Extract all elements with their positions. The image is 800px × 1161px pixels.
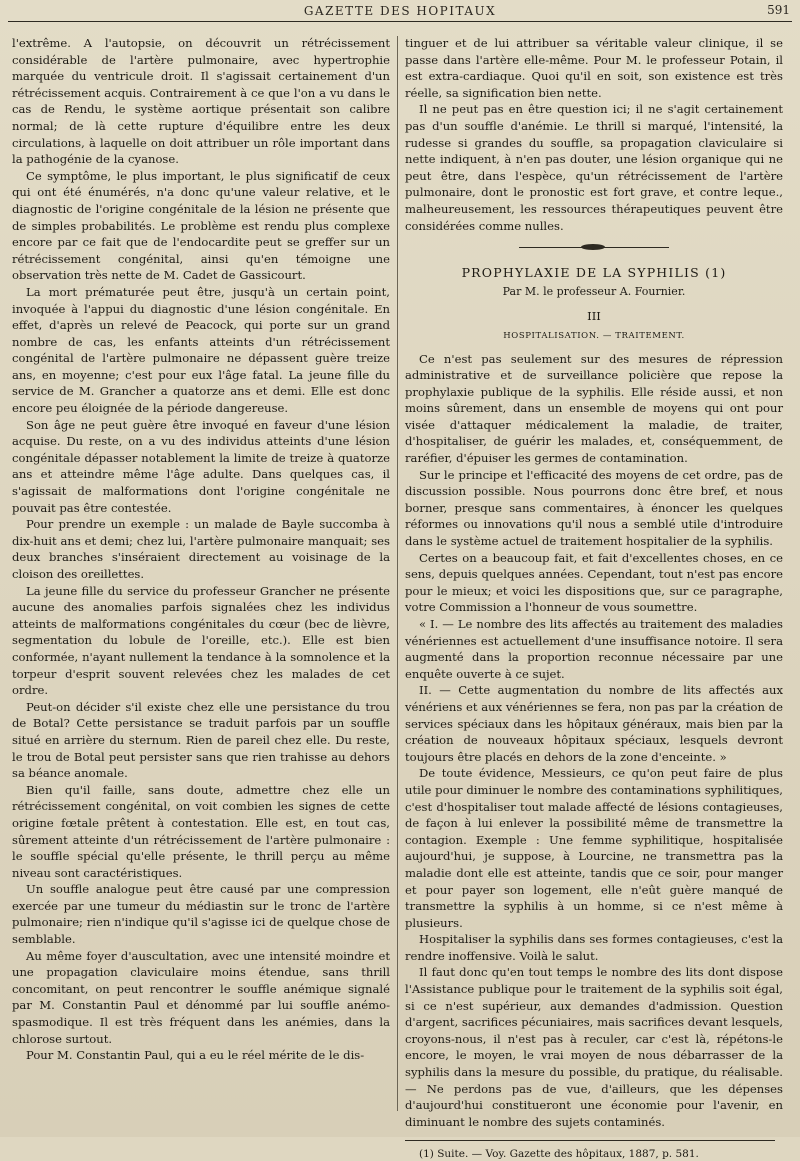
article-author: Par M. le professeur A. Fournier. [502, 284, 686, 298]
page-number: 591 [767, 3, 790, 17]
paragraph: Pour prendre un exemple : un malade de Bayle succomba à dix-huit ans et demi; chez lui, l'artère pulmonaire manquait; ses deux branches s'inséraient directement au voisinage de la cloison des oreillettes. [12, 517, 390, 581]
article-subheading: HOSPITALISATION. — TRAITEMENT. [503, 330, 685, 341]
paragraph: Ce n'est pas seulement sur des mesures de répression administrative et de surveillance policière que repose la prophylaxie publique de la syphilis. Elle réside aussi, et non moins sûrement, dans un ensemble de moyens qui ont pour visée d'attaquer médicalement la maladie, de traiter, d'hospitaliser, de guérir les malades, et, conséquemment, de raréfier, d'épuiser les germes de contamination. [405, 351, 783, 466]
paragraph: Sur le principe et l'efficacité des moyens de cet ordre, pas de discussion possible. Nous pourrons donc être bref, et nous borner, presque sans commentaires, à énoncer les quelques réformes ou innovations qu'il nous a semblé utile d'introduire dans le système actuel de traitement hospitalier de la syphilis. [405, 467, 783, 549]
right-column [405, 35, 783, 1161]
section-divider [519, 244, 669, 251]
paragraph: Ce symptôme, le plus important, le plus significatif de ceux qui ont été énumérés, n'a donc qu'une valeur relative, et le diagnostic de l'origine congénitale de la lésion ne présente que de simples probabilités. Le problème est rendu plus complexe encore par ce fait que de l'endocardite peut se greffer sur un rétrécissement congénital, ainsi qu'en témoigne une observation très nette de M. Cadet de Gassicourt. [12, 168, 390, 283]
paragraph: Son âge ne peut guère être invoqué en faveur d'une lésion acquise. Du reste, on a vu des individus atteints d'une lésion congénitale dépasser notablement la limite de treize à quatorze ans et atteindre même l'âge adulte. Dans quelques cas, il s'agissait de malformations dont l'origine congénitale ne pouvait pas être contestée. [12, 417, 390, 515]
footnote-rule [405, 1140, 775, 1141]
footnote: (1) Suite. — Voy. Gazette des hôpitaux, 1887, p. 581. [419, 1148, 699, 1161]
article-part-number: III [587, 309, 601, 324]
paragraph: Bien qu'il faille, sans doute, admettre chez elle un rétrécissement congénital, on voit combien les signes de cette origine fœtale prêtent à contestation. Elle est, en tout cas, sûrement atteinte d'un rétrécissement de l'artère pulmonaire : le souffle spécial qu'elle présente, le thrill perçu au même niveau sont caractéristiques. [12, 782, 390, 880]
paragraph: Certes on a beaucoup fait, et fait d'excellentes choses, en ce sens, depuis quelques années. Cependant, tout n'est pas encore pour le mieux; et voici les dispositions que, sur ce paragraphe, votre Commission a l'honneur de vous soumettre. [405, 550, 783, 615]
paragraph: « I. — Le nombre des lits affectés au traitement des maladies vénériennes est actuellement d'une insuffisance notoire. Il sera augmenté dans la proportion reconnue nécessaire par une enquête ouverte à ce sujet. [405, 617, 783, 681]
paragraph: Il ne peut pas en être question ici; il ne s'agit certainement pas d'un souffle d'anémie. Le thrill si marqué, l'intensité, la rudesse si grandes du souffle, sa propagation claviculaire si nette indiquent, à n'en pas douter, une lésion organique qui ne peut être, dans l'espèce, qu'un rétrécissement de l'artère pulmonaire, dont le pronostic est fort grave, et contre leque., malheureusement, les ressources thérapeutiques peuvent être considérées comme nulles. [405, 102, 783, 233]
header-rule [8, 21, 792, 22]
paragraph: l'extrême. A l'autopsie, on découvrit un rétrécissement considérable de l'artère pulmonaire, avec hypertrophie marquée du ventricule droit. Il s'agissait certainement d'un rétrécissement acquis. Contrairement à ce que l'on a vu dans le cas de Rendu, le système aortique présentait son calibre normal; de là cette rupture d'équilibre entre les deux circulations, à laquelle on doit attribuer un rôle important dans la pathogénie de la cyanose. [12, 36, 390, 167]
paragraph: II. — Cette augmentation du nombre de lits affectés aux vénériens et aux vénériennes se fera, non pas par la création de services spéciaux dans les hôpitaux généraux, mais bien par la création de nouveaux hôpitaux spéciaux, lesquels devront toujours être placés en dehors de la zone d'enceinte. » [405, 683, 783, 764]
paragraph: Au même foyer d'auscultation, avec une intensité moindre et une propagation claviculaire moins étendue, sans thrill concomitant, on peut rencontrer le souffle anémique signalé par M. Constantin Paul et dénommé par lui souffle anémo-spasmodique. Il est très fréquent dans les anémies, dans la chlorose surtout. [12, 948, 390, 1046]
paragraph: La mort prématurée peut être, jusqu'à un certain point, invoquée à l'appui du diagnostic d'une lésion congénitale. En effet, d'après un relevé de Peacock, qui porte sur un grand nombre de cas, les enfants atteints d'un rétrécissement congénital de l'artère pulmonaire ne dépassent guère treize ans, en moyenne; c'est pour eux l'âge fatal. La jeune fille du service de M. Grancher a quatorze ans et demi. Elle est donc encore peu éloignée de la période dangereuse. [12, 284, 390, 416]
article-title: PROPHYLAXIE DE LA SYPHILIS (1) [461, 265, 727, 281]
paragraph: Peut-on décider s'il existe chez elle une persistance du trou de Botal? Cette persistance se traduit parfois par un souffle situé en arrière du sternum. Rien de pareil chez elle. Du reste, le trou de Botal peut persister sans que rien trahisse au dehors sa béance anomale. [12, 699, 390, 781]
paragraph: De toute évidence, Messieurs, ce qu'on peut faire de plus utile pour diminuer le nombre des contaminations syphilitiques, c'est d'hospitaliser tout malade affecté de lésions contagieuses, de façon à lui enlever la possibilité même de transmettre la contagion. Exemple : Une femme syphilitique, hospitalisée aujourd'hui, je suppose, à Lourcine, ne transmettra pas la maladie dont elle est atteinte, tandis que ce soir, pour manger et pour payer son logement, elle n'eût guère manqué de transmettre la syphilis à un homme, si ce n'est même à plusieurs. [405, 766, 783, 930]
running-title: GAZETTE DES HOPITAUX [303, 4, 497, 18]
paragraph: Pour M. Constantin Paul, qui a eu le réel mérite de le dis- [26, 1048, 365, 1063]
paragraph: tinguer et de lui attribuer sa véritable valeur clinique, il se passe dans l'artère elle-même. Pour M. le professeur Potain, il est extra-cardiaque. Quoi qu'il en soit, son existence est très réelle, sa signification bien nette. [405, 36, 783, 100]
paragraph: Il faut donc qu'en tout temps le nombre des lits dont dispose l'Assistance publique pour le traitement de la syphilis soit égal, si ce n'est supérieur, aux demandes d'admission. Question d'argent, sacrifices pécuniaires, mais sacrifices devant lesquels, croyons-nous, il n'est pas à reculer, car c'est là, répétons-le encore, le moyen, le vrai moyen de nous débarrasser de la syphilis dans la mesure du possible, du pratique, du réalisable. — Ne perdons pas de vue, d'ailleurs, que les dépenses d'aujourd'hui constitueront une économie pour l'avenir, en diminuant le nombre des sujets contaminés. [405, 965, 783, 1129]
running-head [0, 4, 800, 20]
left-column [12, 35, 390, 1064]
paragraph: Un souffle analogue peut être causé par une compression exercée par une tumeur du médiastin sur le tronc de l'artère pulmonaire; rien n'indique qu'il s'agisse ici de quelque chose de semblable. [12, 882, 390, 947]
paragraph: Hospitaliser la syphilis dans ses formes contagieuses, c'est la rendre inoffensive. Voilà le salut. [405, 932, 783, 963]
paragraph: La jeune fille du service du professeur Grancher ne présente aucune des anomalies parfois signalées chez les individus atteints de malformations congénitales du cœur (bec de lièvre, segmentation du lobule de l'oreille, etc.). Elle est bien conformée, n'ayant nullement la tendance à la somnolence et la torpeur d'esprit souvent relevées chez les malades de cet ordre. [12, 583, 390, 698]
column-divider [397, 36, 398, 1111]
